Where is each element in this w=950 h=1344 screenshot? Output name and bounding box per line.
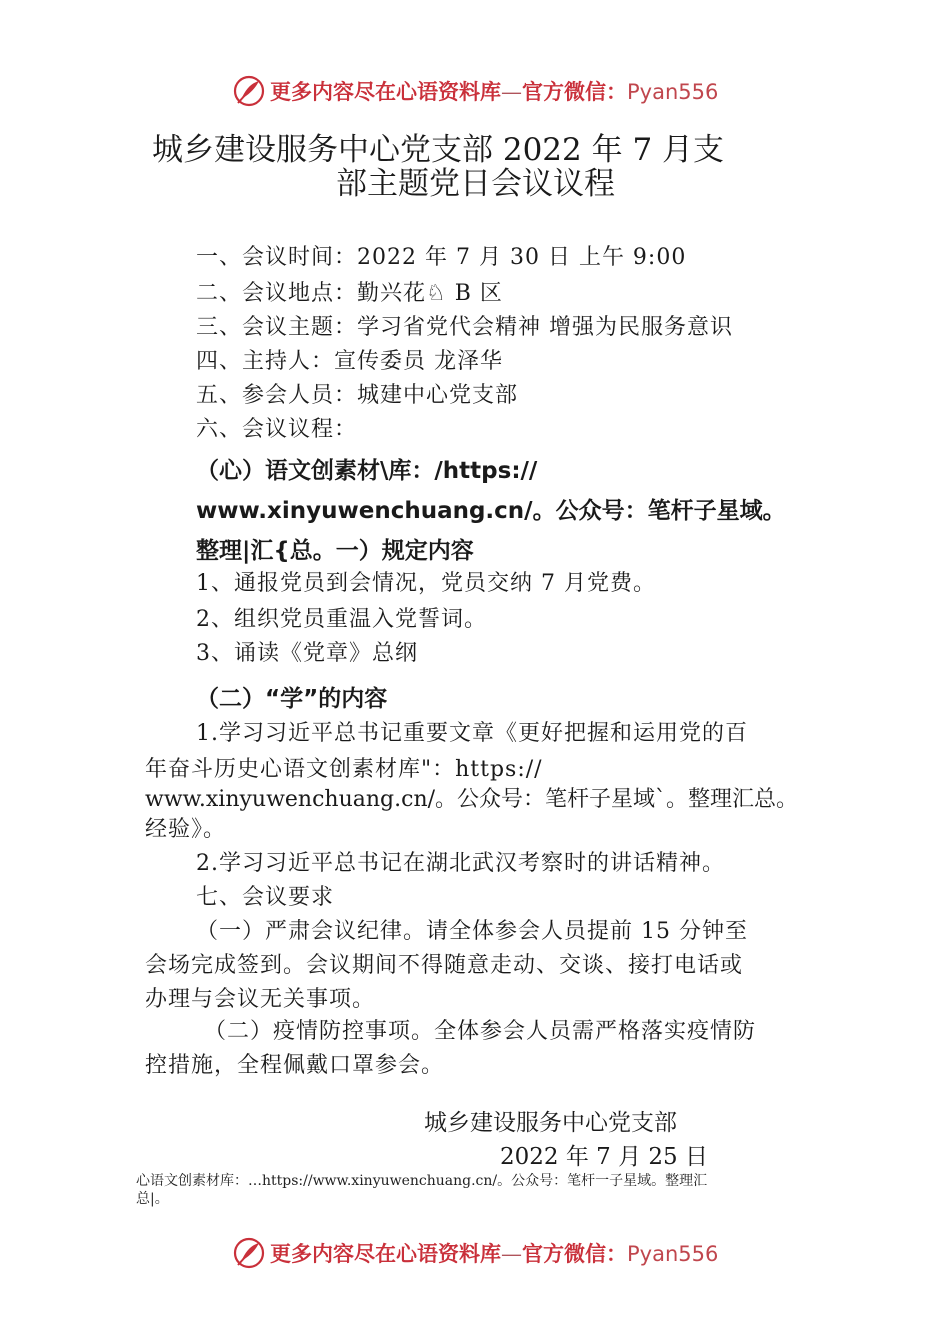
footer-note-line1: 心语文创素材库：…https://www.xinyuwenchuang.cn/。公众号：笔杆一子星域。整理汇 xyxy=(136,1173,708,1189)
required-item-3: 3、诵读《党章》总纲 xyxy=(196,641,418,666)
study-item1-line2: 年奋斗历史心语文创素材库"：https:// xyxy=(145,757,543,782)
watermark-text: 更多内容尽在心语资料库—官方微信：Pyan556 xyxy=(270,1241,719,1266)
feather-quill-logo xyxy=(232,74,266,108)
study-item1-line4: 经验》。 xyxy=(145,817,227,842)
requirement1-line3: 办理与会议无关事项。 xyxy=(145,987,376,1012)
required-item-2: 2、组织党员重温入党誓词。 xyxy=(196,607,487,632)
required-item-1: 1、通报党员到会情况，党员交纳 7 月党费。 xyxy=(196,571,656,596)
doc-title-line1: 城乡建设服务中心党支部 2022 年 7 月支 xyxy=(152,132,725,168)
meeting-attendees: 五、参会人员：城建中心党支部 xyxy=(196,383,519,408)
bold-line-1: （心）语文创素材\库：/https:// xyxy=(196,458,538,484)
study-heading: （二）“学”的内容 xyxy=(196,686,388,712)
watermark-top xyxy=(232,74,718,108)
meeting-place: 二、会议地点：勤兴花♘ B 区 xyxy=(196,281,503,306)
signature-date: 2022 年 7 月 25 日 xyxy=(500,1144,708,1170)
study-item2: 2.学习习近平总书记在湖北武汉考察时的讲话精神。 xyxy=(196,851,725,876)
requirements-heading: 七、会议要求 xyxy=(196,885,335,910)
study-item1-line3: www.xinyuwenchuang.cn/。公众号：笔杆子星域`。整理汇总。 xyxy=(145,787,799,812)
requirement1-line1: （一）严肃会议纪律。请全体参会人员提前 15 分钟至 xyxy=(196,919,748,944)
meeting-host: 四、主持人：宣传委员 龙泽华 xyxy=(196,349,503,374)
requirement2-line2: 控措施，全程佩戴口罩参会。 xyxy=(145,1053,445,1078)
watermark-bottom xyxy=(232,1236,718,1270)
meeting-agenda-heading: 六、会议议程： xyxy=(196,417,358,442)
watermark-text: 更多内容尽在心语资料库—官方微信：Pyan556 xyxy=(270,79,719,104)
bold-line-2: www.xinyuwenchuang.cn/。公众号：笔杆子星域。 xyxy=(196,498,786,524)
meeting-theme: 三、会议主题：学习省党代会精神 增强为民服务意识 xyxy=(196,315,733,340)
requirement1-line2: 会场完成签到。会议期间不得随意走动、交谈、接打电话或 xyxy=(145,953,744,978)
meeting-time: 一、会议时间：2022 年 7 月 30 日 上午 9:00 xyxy=(196,245,687,270)
requirement2-line1: （二）疫情防控事项。全体参会人员需严格落实疫情防 xyxy=(204,1019,757,1044)
footer-note-line2: 总|。 xyxy=(136,1191,169,1207)
signature-org: 城乡建设服务中心党支部 xyxy=(424,1110,677,1136)
feather-quill-logo xyxy=(232,1236,266,1270)
bold-line-3: 整理|汇{总。一）规定内容 xyxy=(196,538,474,564)
study-item1-line1: 1.学习习近平总书记重要文章《更好把握和运用党的百 xyxy=(196,721,748,746)
doc-title-line2: 部主题党日会议议程 xyxy=(336,166,615,202)
